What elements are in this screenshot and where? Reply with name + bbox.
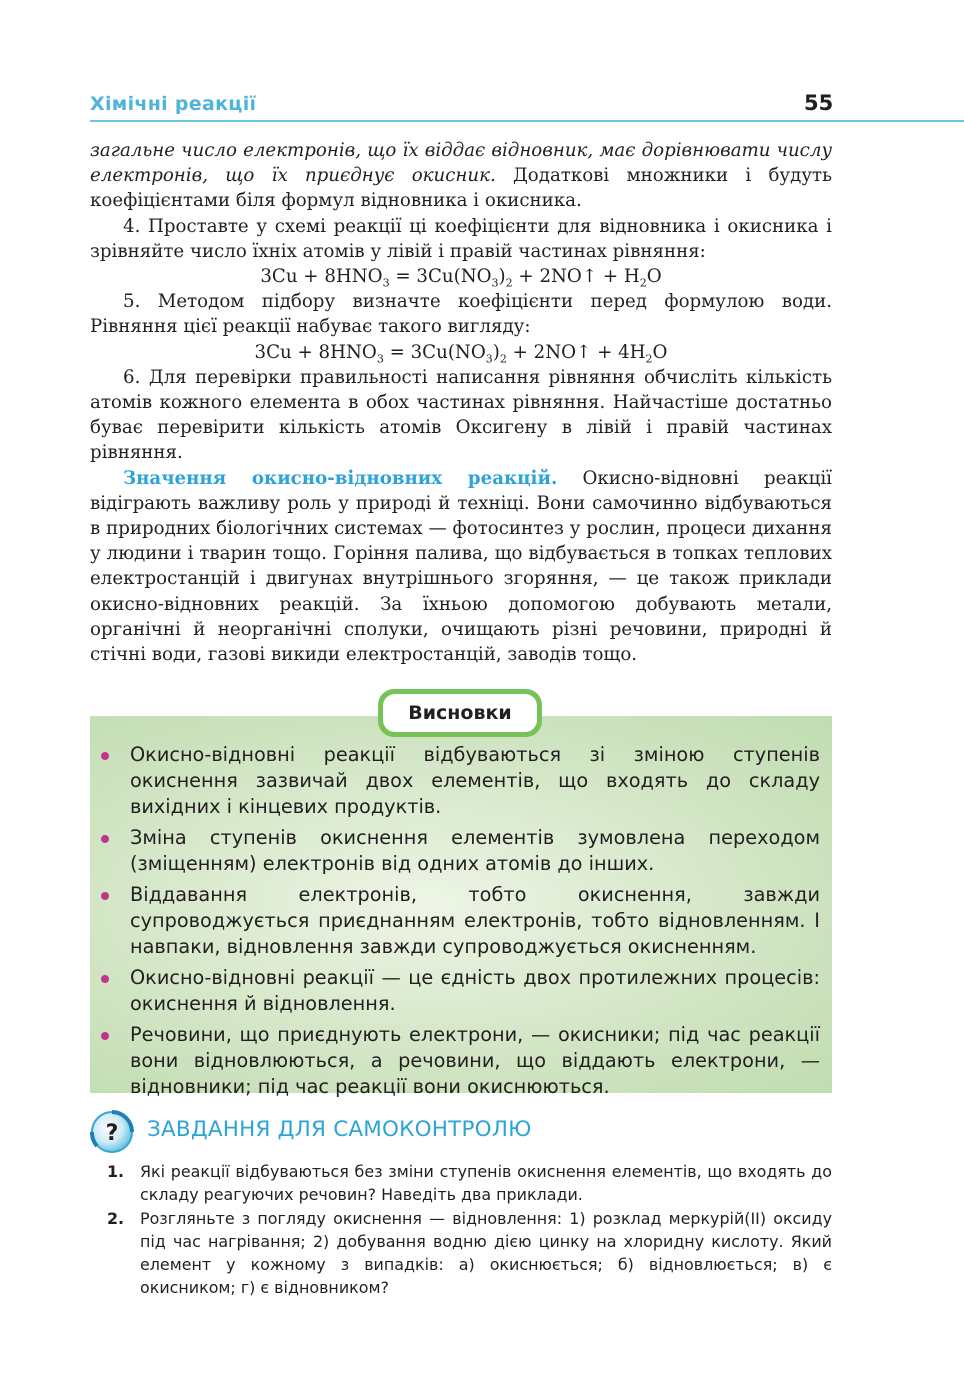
bullet-icon bbox=[101, 835, 109, 843]
conclusion-item: Окисно-відновні реакції — це єдність двох протилежних процесів: окиснення й відновлення. bbox=[90, 965, 832, 1017]
task-item bbox=[90, 1207, 832, 1299]
task-number: 2. bbox=[107, 1209, 125, 1228]
section-heading: Значення окисно-відновних реакцій. bbox=[123, 467, 558, 489]
bullet-icon bbox=[101, 1032, 109, 1040]
question-icon bbox=[90, 1108, 134, 1154]
paragraph-significance bbox=[90, 466, 832, 668]
svg-text:?: ? bbox=[105, 1121, 119, 1146]
paragraph-significance-text: Окисно-відновні реакції відіграють важливу роль у природі й техніці. Вони самочинно відбуваються в природних біологічних системах — фотосинтез у рослин, процеси дихання у людини і тварин тощо. Горіння палива, що відбувається в топках теплових електростанцій і двигунах внутрішнього згоряння, — це також приклади окисно-відновних реакцій. За їхньою допомогою добувають метали, органічні й неорганічні сполуки, очищають різні речовини, природні й стічні води, газові викиди електростанцій, заводів тощо. bbox=[90, 467, 832, 666]
conclusions-title: Висновки bbox=[383, 694, 537, 732]
equation-2: $3Cu + 8HNO_3 = 3Cu(NO_3)_2$ + 2NO↑ + $4H_2O$ bbox=[254, 341, 668, 366]
task-text: Розгляньте з погляду окиснення — відновлення: 1) розклад меркурій(ІІ) оксиду під час нагрівання; 2) добування водню дією цинку на хлоридну кислоту. Який елемент у кожному з випадків: а) окиснюється; б) відновлюється; в) є окисником; г) є відновником? bbox=[140, 1209, 832, 1297]
bullet-icon bbox=[101, 975, 109, 983]
task-number: 1. bbox=[107, 1162, 125, 1181]
conclusions-title-frame bbox=[378, 689, 542, 737]
page-number: 55 bbox=[804, 91, 834, 115]
conclusions-list bbox=[90, 742, 832, 1105]
page-header bbox=[90, 88, 964, 122]
task-text: Які реакції відбуваються без зміни ступенів окиснення елементів, що входять до складу реагуючих речовин? Наведіть два приклади. bbox=[140, 1162, 832, 1204]
conclusion-item: Віддавання електронів, тобто окиснення, завжди супроводжується приєднанням електронів, тобто відновленням. І навпаки, відновлення завжди супроводжується окисненням. bbox=[90, 882, 832, 960]
paragraph-1 bbox=[90, 138, 832, 214]
task-item bbox=[90, 1160, 832, 1206]
main-text bbox=[90, 138, 832, 667]
bullet-icon bbox=[101, 892, 109, 900]
paragraph-1-italic: загальне число електронів, що їх віддає відновник, має дорівнювати числу електронів, що їх приєднує окисник. bbox=[90, 140, 832, 187]
paragraph-1-rest: Додаткові множники і будуть коефіцієнтами біля формул відновника і окисника. bbox=[90, 165, 833, 212]
equation-1: $3Cu + 8HNO_3 = 3Cu(NO_3)_2$ + 2NO↑ + $H_2O$ bbox=[260, 266, 662, 290]
bullet-icon bbox=[101, 752, 109, 760]
conclusion-item: Зміна ступенів окиснення елементів зумовлена переходом (зміщенням) електронів від одних атомів до інших. bbox=[90, 825, 832, 877]
tasks-list bbox=[90, 1160, 832, 1300]
conclusion-item: Окисно-відновні реакції відбуваються зі зміною ступенів окиснення зазвичай двох елементів, що входять до складу вихідних і кінцевих продуктів. bbox=[90, 742, 832, 820]
paragraph-step-6: 6. Для перевірки правильності написання рівняння обчисліть кількість атомів кожного елемента в обох частинах рівняння. Найчастіше достатньо буває перевірити кількість атомів Оксигену в лівій і правій частинах рівняння. bbox=[90, 366, 832, 464]
self-control-title: ЗАВДАННЯ ДЛЯ САМОКОНТРОЛЮ bbox=[147, 1117, 532, 1142]
paragraph-step-4: 4. Проставте у схемі реакції ці коефіцієнти для відновника і окисника і зрівняйте число їхніх атомів у лівій і правій частинах рівняння: bbox=[90, 215, 832, 262]
chapter-title: Хімічні реакції bbox=[90, 93, 257, 115]
conclusion-item: Речовини, що приєднують електрони, — окисники; під час реакції вони відновлюються, а речовини, що віддають електрони, — відновники; під час реакції вони окиснюються. bbox=[90, 1022, 832, 1100]
paragraph-step-5: 5. Методом підбору визначте коефіцієнти перед формулою води. Рівняння цієї реакції набуває такого вигляду: bbox=[90, 291, 832, 338]
